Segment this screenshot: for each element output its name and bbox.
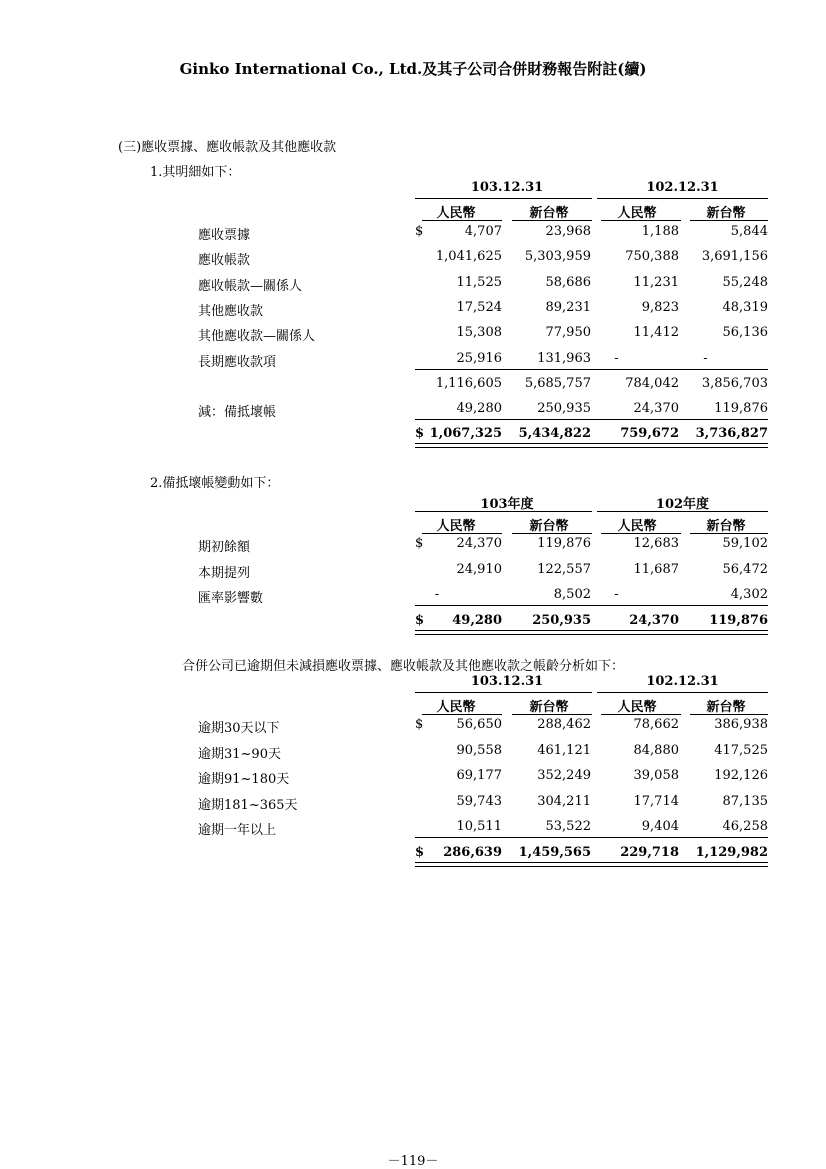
currency-symbol: $	[415, 717, 424, 732]
double-underline	[415, 862, 768, 867]
cell-value: 24,910	[456, 561, 502, 577]
cell-value: 352,249	[537, 768, 591, 784]
cell-value: 78,662	[633, 717, 679, 732]
row-label: 應收帳款	[198, 253, 251, 269]
total-value: 5,434,822	[518, 426, 591, 442]
cell-value: 59,743	[456, 793, 502, 809]
currency-header: 人民幣	[617, 206, 657, 221]
cell-value: 1,188	[641, 224, 679, 239]
cell-value: 84,880	[633, 742, 679, 758]
currency-symbol: $	[415, 612, 425, 628]
cell-value: 77,950	[545, 325, 591, 341]
period-underline	[597, 692, 768, 693]
cell-value: 4,707	[464, 224, 502, 239]
cell-value: -	[703, 350, 708, 366]
subtotal-rule	[415, 605, 768, 606]
cell-value: 461,121	[537, 742, 591, 758]
currency-header: 新台幣	[706, 519, 746, 534]
period-header: 103年度	[480, 497, 534, 512]
row-label: 本期提列	[198, 565, 251, 581]
cell-value: 131,963	[537, 350, 591, 366]
cell-value: 5,844	[730, 224, 768, 239]
cell-value: 46,258	[722, 819, 768, 835]
currency-header: 新台幣	[529, 700, 569, 715]
currency-header: 人民幣	[436, 700, 476, 715]
currency-symbol: $	[415, 426, 425, 442]
cell-value: 3,691,156	[701, 249, 768, 265]
currency-header: 人民幣	[436, 519, 476, 534]
row-label: 應收票據	[198, 228, 251, 243]
cell-value: 69,177	[456, 768, 502, 784]
row-label: 逾期一年以上	[198, 823, 277, 839]
period-header: 102.12.31	[646, 674, 719, 689]
cell-value: 12,683	[633, 536, 679, 551]
row-label: 減：備抵壞帳	[198, 405, 277, 421]
cell-value: 24,370	[456, 536, 502, 551]
row-label: 其他應收款	[198, 303, 264, 319]
double-underline	[415, 630, 768, 635]
row-label: 長期應收款項	[198, 354, 277, 370]
currency-symbol: $	[415, 845, 425, 860]
cell-value: -	[614, 587, 619, 602]
currency-underline	[601, 714, 681, 715]
section-heading: (三)應收票據、應收帳款及其他應收款	[118, 140, 337, 155]
total-value: 250,935	[532, 612, 591, 628]
cell-value: 1,116,605	[435, 375, 502, 391]
cell-value: 1,041,625	[435, 249, 502, 265]
currency-underline	[601, 220, 681, 221]
cell-value: 10,511	[456, 819, 502, 835]
total-value: 759,672	[620, 426, 679, 442]
currency-symbol: $	[415, 224, 424, 239]
cell-value: 89,231	[545, 299, 591, 315]
row-label: 其他應收款—關係人	[198, 329, 316, 345]
period-header: 103.12.31	[470, 180, 544, 195]
currency-header: 人民幣	[617, 519, 657, 534]
cell-value: 15,308	[456, 325, 502, 341]
period-header: 103.12.31	[470, 674, 544, 689]
double-underline	[415, 443, 768, 448]
table2-intro: 2.備抵壞帳變動如下：	[150, 476, 280, 491]
total-value: 1,129,982	[695, 845, 768, 860]
period-underline	[415, 692, 592, 693]
currency-underline	[512, 220, 592, 221]
cell-value: 59,102	[722, 536, 768, 551]
table3-intro: 合併公司已逾期但未減損應收票據、應收帳款及其他應收款之帳齡分析如下：	[182, 659, 625, 674]
row-label: 逾期30天以下	[198, 721, 280, 736]
cell-value: 56,472	[722, 561, 768, 577]
cell-value: 8,502	[553, 587, 591, 602]
cell-value: 17,524	[456, 299, 502, 315]
cell-value: 4,302	[730, 587, 768, 602]
total-value: 286,639	[443, 845, 502, 860]
period-underline	[415, 198, 592, 199]
cell-value: 48,319	[722, 299, 768, 315]
cell-value: 304,211	[537, 793, 591, 809]
cell-value: 250,935	[537, 401, 591, 417]
subtotal-rule	[415, 837, 768, 838]
total-value: 24,370	[629, 612, 679, 628]
cell-value: 39,058	[633, 768, 679, 784]
cell-value: 25,916	[456, 350, 502, 366]
cell-value: 17,714	[633, 793, 679, 809]
period-underline	[597, 511, 768, 512]
period-header: 102.12.31	[646, 180, 719, 195]
currency-underline	[422, 533, 502, 534]
cell-value: 417,525	[714, 742, 768, 758]
cell-value: 784,042	[625, 375, 679, 391]
currency-header: 新台幣	[529, 519, 569, 534]
cell-value: 9,823	[641, 299, 679, 315]
cell-value: 87,135	[722, 793, 768, 809]
row-label: 逾期31~90天	[198, 746, 281, 762]
cell-value: 9,404	[641, 819, 679, 835]
cell-value: 11,231	[633, 274, 679, 290]
currency-underline	[690, 220, 768, 221]
row-label: 匯率影響數	[198, 591, 264, 606]
cell-value: 5,303,959	[524, 249, 591, 265]
cell-value: 119,876	[714, 401, 768, 417]
currency-underline	[690, 533, 768, 534]
currency-underline	[690, 714, 768, 715]
subtotal-rule	[415, 419, 768, 420]
cell-value: 11,525	[456, 274, 502, 290]
total-value: 119,876	[709, 612, 768, 628]
cell-value: 119,876	[537, 536, 591, 551]
cell-value: 23,968	[545, 224, 591, 239]
cell-value: 3,856,703	[701, 375, 768, 391]
cell-value: 750,388	[625, 249, 679, 265]
cell-value: -	[434, 587, 440, 602]
total-value: 3,736,827	[695, 426, 768, 442]
total-value: 229,718	[620, 845, 679, 860]
cell-value: -	[614, 350, 619, 366]
cell-value: 386,938	[714, 717, 768, 732]
row-label: 逾期181~365天	[198, 797, 298, 813]
cell-value: 5,685,757	[524, 375, 591, 391]
subtotal-rule	[415, 369, 768, 370]
currency-header: 新台幣	[706, 206, 746, 221]
cell-value: 192,126	[714, 768, 768, 784]
total-value: 1,067,325	[429, 426, 502, 442]
page-title: Ginko International Co., Ltd.及其子公司合併財務報告附註(續)	[179, 60, 647, 78]
cell-value: 56,136	[722, 325, 768, 341]
currency-underline	[512, 714, 592, 715]
cell-value: 56,650	[456, 717, 502, 732]
cell-value: 58,686	[545, 274, 591, 290]
currency-symbol: $	[415, 536, 424, 551]
cell-value: 55,248	[722, 274, 768, 290]
currency-underline	[422, 714, 502, 715]
currency-header: 新台幣	[706, 700, 746, 715]
table1-intro: 1.其明細如下：	[150, 165, 241, 180]
total-value: 49,280	[452, 612, 502, 628]
period-underline	[597, 198, 768, 199]
currency-header: 人民幣	[617, 700, 657, 715]
row-label: 期初餘額	[198, 540, 251, 555]
cell-value: 90,558	[456, 742, 502, 758]
period-header: 102年度	[655, 497, 710, 512]
cell-value: 49,280	[456, 401, 502, 417]
row-label: 逾期91~180天	[198, 772, 290, 788]
cell-value: 288,462	[537, 717, 591, 732]
cell-value: 11,412	[633, 325, 679, 341]
currency-underline	[601, 533, 681, 534]
currency-header: 新台幣	[529, 206, 569, 221]
total-value: 1,459,565	[518, 845, 591, 860]
currency-underline	[512, 533, 592, 534]
cell-value: 11,687	[633, 561, 679, 577]
row-label: 應收帳款—關係人	[198, 278, 303, 294]
cell-value: 53,522	[545, 819, 591, 835]
period-underline	[415, 511, 592, 512]
cell-value: 122,557	[537, 561, 591, 577]
cell-value: 24,370	[633, 401, 679, 417]
page-number: －119－	[387, 1154, 439, 1169]
currency-header: 人民幣	[436, 206, 476, 221]
currency-underline	[422, 220, 502, 221]
